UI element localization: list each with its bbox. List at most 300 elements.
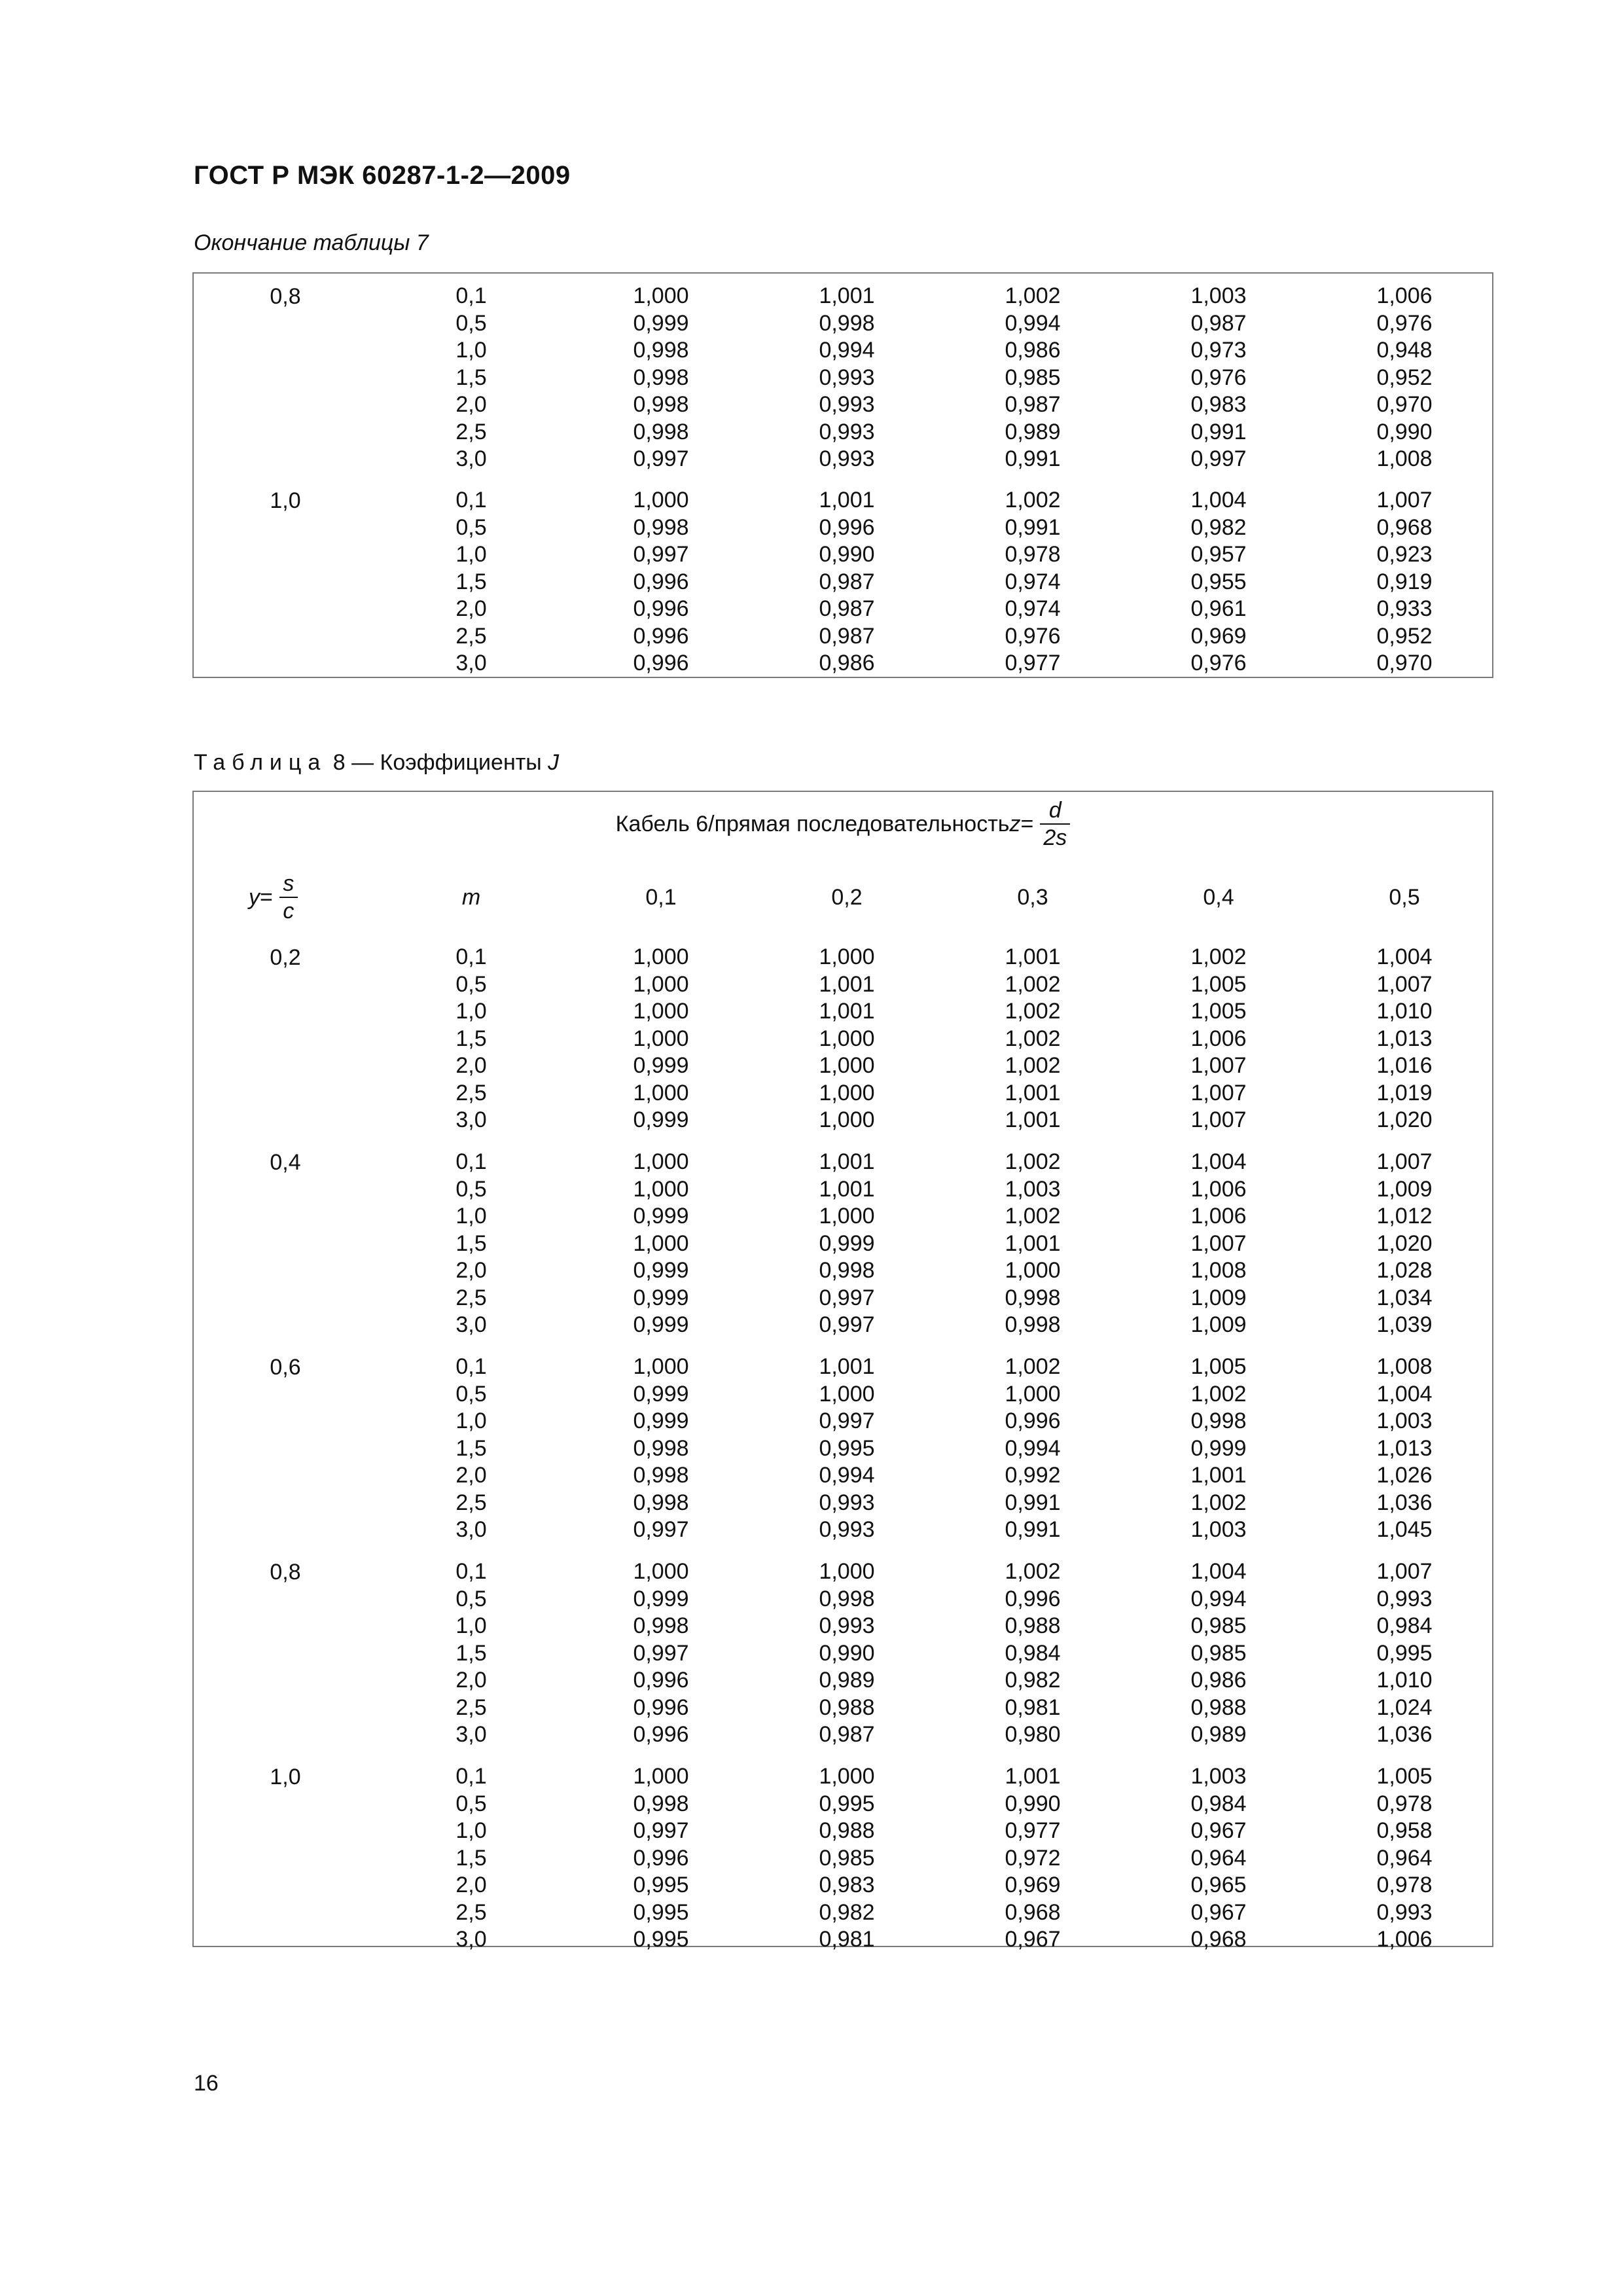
m-value: 0,5 — [455, 1586, 487, 1611]
m-value: 0,1 — [455, 1559, 487, 1584]
coefficient-cell: 0,996 — [633, 623, 689, 649]
coefficient-cell: 0,964 — [1190, 1845, 1247, 1871]
coefficient-cell: 0,933 — [1376, 596, 1433, 621]
coefficient-cell: 1,012 — [1376, 1204, 1433, 1229]
coefficient-cell: 1,005 — [1190, 1354, 1247, 1379]
coefficient-cell: 0,952 — [1376, 365, 1433, 390]
coefficient-cell: 1,001 — [1005, 1080, 1061, 1105]
coefficient-cell: 0,982 — [819, 1899, 875, 1925]
coefficient-cell: 0,981 — [1005, 1695, 1061, 1720]
coefficient-cell: 1,019 — [1376, 1080, 1433, 1105]
table8-caption: Таблица 8 — Коэффициенты J — [194, 750, 560, 775]
coefficient-column — [596, 283, 726, 473]
coefficient-cell: 1,006 — [1190, 1204, 1247, 1229]
z-column-header: 0,1 — [645, 885, 677, 910]
coefficient-cell: 0,998 — [633, 1435, 689, 1461]
coefficient-cell: 0,976 — [1376, 310, 1433, 336]
coefficient-cell: 1,007 — [1190, 1230, 1247, 1256]
coefficient-cell: 0,984 — [1376, 1613, 1433, 1638]
coefficient-column — [781, 487, 912, 677]
coefficient-cell: 1,008 — [1376, 446, 1433, 471]
coefficient-cell: 0,998 — [633, 365, 689, 390]
coefficient-cell: 0,996 — [633, 569, 689, 594]
coefficient-cell: 0,984 — [1005, 1640, 1061, 1666]
coefficient-cell: 1,002 — [1005, 1026, 1061, 1051]
coefficient-cell: 1,036 — [1376, 1722, 1433, 1747]
coefficient-cell: 1,000 — [633, 1230, 689, 1256]
coefficient-cell: 1,000 — [819, 1080, 875, 1105]
coefficient-cell: 1,034 — [1376, 1285, 1433, 1310]
coefficient-cell: 0,981 — [819, 1927, 875, 1952]
coefficient-cell: 1,036 — [1376, 1490, 1433, 1515]
m-value: 0,5 — [455, 1381, 487, 1407]
coefficient-cell: 1,009 — [1190, 1312, 1247, 1337]
m-values — [406, 1558, 537, 1749]
coefficient-cell: 0,998 — [819, 1258, 875, 1283]
coefficient-column — [967, 944, 1098, 1134]
coefficient-cell: 0,993 — [819, 365, 875, 390]
coefficient-column — [967, 283, 1098, 473]
coefficient-cell: 0,994 — [1005, 1435, 1061, 1461]
m-value: 2,0 — [455, 1463, 487, 1488]
coefficient-cell: 0,988 — [819, 1818, 875, 1843]
coefficient-cell: 1,004 — [1190, 1149, 1247, 1174]
coefficient-cell: 0,976 — [1190, 651, 1247, 675]
coefficient-cell: 1,001 — [819, 1176, 875, 1202]
coefficient-cell: 0,978 — [1376, 1791, 1433, 1816]
coefficient-cell: 0,968 — [1005, 1899, 1061, 1925]
coefficient-column — [967, 487, 1098, 677]
y-column-header: y = $\frac{s}{c}$ — [249, 870, 298, 924]
coefficient-cell: 0,957 — [1190, 542, 1247, 567]
coefficient-cell: 1,001 — [1005, 944, 1061, 969]
coefficient-cell: 0,982 — [1190, 514, 1247, 540]
coefficient-cell: 1,001 — [1005, 1107, 1061, 1132]
coefficient-cell: 0,996 — [1005, 1408, 1061, 1433]
coefficient-column — [1339, 1354, 1470, 1544]
page-number: 16 — [194, 2071, 219, 2096]
coefficient-cell: 1,002 — [1005, 488, 1061, 512]
m-value: 2,5 — [455, 1080, 487, 1105]
coefficient-cell: 0,987 — [819, 596, 875, 621]
m-value: 0,1 — [455, 488, 487, 512]
coefficient-cell: 1,000 — [633, 1176, 689, 1202]
coefficient-cell: 0,998 — [633, 1791, 689, 1816]
m-value: 1,5 — [455, 569, 487, 594]
coefficient-cell: 1,016 — [1376, 1053, 1433, 1078]
coefficient-cell: 1,026 — [1376, 1463, 1433, 1488]
coefficient-cell: 0,995 — [633, 1899, 689, 1925]
coefficient-cell: 1,004 — [1190, 1559, 1247, 1584]
coefficient-cell: 0,996 — [633, 596, 689, 621]
coefficient-cell: 0,923 — [1376, 542, 1433, 567]
coefficient-cell: 0,986 — [1005, 338, 1061, 363]
table7-continuation-caption: Окончание таблицы 7 — [194, 230, 429, 255]
coefficient-cell: 0,969 — [1005, 1873, 1061, 1897]
z-column-header: 0,3 — [1017, 885, 1048, 910]
coefficient-cell: 1,000 — [633, 1080, 689, 1105]
coefficient-cell: 0,978 — [1376, 1873, 1433, 1897]
coefficient-cell: 0,985 — [1190, 1613, 1247, 1638]
coefficient-cell: 0,984 — [1190, 1791, 1247, 1816]
m-value: 1,0 — [455, 1818, 487, 1843]
coefficient-cell: 0,996 — [819, 514, 875, 540]
coefficient-cell: 0,999 — [633, 1312, 689, 1337]
m-value: 3,0 — [455, 1722, 487, 1747]
coefficient-column — [1339, 1558, 1470, 1749]
coefficient-cell: 0,999 — [633, 310, 689, 336]
y-fraction: $\frac{s}{c}$ — [279, 870, 298, 924]
coefficient-cell: 0,967 — [1005, 1927, 1061, 1952]
coefficient-column — [1153, 1149, 1284, 1339]
coefficient-cell: 0,987 — [819, 569, 875, 594]
table8-group-header: Кабель 6/прямая последовательность z = $\frac{d}{2s}$ — [192, 797, 1493, 851]
coefficient-cell: 1,001 — [819, 1354, 875, 1379]
m-value: 2,0 — [455, 596, 487, 621]
coefficient-column — [781, 283, 912, 473]
coefficient-cell: 0,993 — [1376, 1586, 1433, 1611]
coefficient-cell: 0,964 — [1376, 1845, 1433, 1871]
coefficient-cell: 1,001 — [1005, 1764, 1061, 1789]
coefficient-cell: 0,970 — [1376, 392, 1433, 417]
coefficient-cell: 0,985 — [1190, 1640, 1247, 1666]
coefficient-cell: 0,955 — [1190, 569, 1247, 594]
m-values — [406, 1149, 537, 1339]
coefficient-cell: 1,006 — [1190, 1176, 1247, 1202]
coefficient-cell: 1,004 — [1376, 944, 1433, 969]
coefficient-cell: 1,000 — [633, 1026, 689, 1051]
m-values — [406, 283, 537, 473]
m-value: 0,5 — [455, 514, 487, 540]
coefficient-cell: 0,993 — [1376, 1899, 1433, 1925]
coefficient-column — [1153, 283, 1284, 473]
coefficient-cell: 0,968 — [1376, 514, 1433, 540]
y-value: 0,2 — [270, 945, 301, 970]
coefficient-cell: 1,003 — [1190, 283, 1247, 308]
m-value: 0,1 — [455, 1764, 487, 1789]
coefficient-cell: 0,974 — [1005, 569, 1061, 594]
coefficient-cell: 0,986 — [1190, 1668, 1247, 1693]
coefficient-cell: 1,020 — [1376, 1230, 1433, 1256]
coefficient-cell: 0,998 — [1005, 1312, 1061, 1337]
coefficient-cell: 1,001 — [819, 283, 875, 308]
coefficient-column — [781, 944, 912, 1134]
coefficient-cell: 0,998 — [633, 419, 689, 444]
coefficient-cell: 1,000 — [633, 1764, 689, 1789]
coefficient-cell: 0,989 — [1005, 419, 1061, 444]
coefficient-cell: 0,997 — [819, 1408, 875, 1433]
coefficient-cell: 0,994 — [819, 338, 875, 363]
coefficient-column — [967, 1149, 1098, 1339]
m-value: 3,0 — [455, 651, 487, 675]
coefficient-cell: 1,003 — [1005, 1176, 1061, 1202]
coefficient-cell: 1,000 — [633, 283, 689, 308]
coefficient-cell: 0,992 — [1005, 1463, 1061, 1488]
m-value: 0,5 — [455, 310, 487, 336]
coefficient-cell: 1,004 — [1190, 488, 1247, 512]
coefficient-cell: 0,998 — [633, 1613, 689, 1638]
m-values — [406, 1354, 537, 1544]
coefficient-cell: 0,998 — [633, 1463, 689, 1488]
coefficient-cell: 1,000 — [633, 971, 689, 997]
coefficient-cell: 1,002 — [1190, 944, 1247, 969]
coefficient-cell: 1,000 — [633, 1149, 689, 1174]
coefficient-cell: 0,996 — [633, 1722, 689, 1747]
coefficient-cell: 0,980 — [1005, 1722, 1061, 1747]
coefficient-column — [596, 944, 726, 1134]
m-value: 1,5 — [455, 1230, 487, 1256]
coefficient-cell: 1,003 — [1190, 1764, 1247, 1789]
coefficient-cell: 0,994 — [819, 1463, 875, 1488]
m-value: 1,0 — [455, 1204, 487, 1229]
coefficient-cell: 0,998 — [633, 1490, 689, 1515]
coefficient-cell: 0,991 — [1005, 446, 1061, 471]
m-value: 2,5 — [455, 419, 487, 444]
coefficient-cell: 1,002 — [1005, 1354, 1061, 1379]
y-value: 1,0 — [270, 488, 301, 513]
y-value: 0,8 — [270, 284, 301, 309]
coefficient-cell: 1,002 — [1005, 999, 1061, 1024]
coefficient-cell: 0,998 — [633, 514, 689, 540]
coefficient-cell: 1,000 — [1005, 1381, 1061, 1407]
coefficient-column — [967, 1558, 1098, 1749]
coefficient-cell: 0,976 — [1190, 365, 1247, 390]
coefficient-cell: 1,002 — [1005, 971, 1061, 997]
coefficient-cell: 0,977 — [1005, 651, 1061, 675]
coefficient-cell: 1,008 — [1376, 1354, 1433, 1379]
coefficient-cell: 0,972 — [1005, 1845, 1061, 1871]
coefficient-cell: 0,993 — [819, 1517, 875, 1542]
coefficient-cell: 0,989 — [1190, 1722, 1247, 1747]
m-value: 2,0 — [455, 1668, 487, 1693]
coefficient-cell: 0,948 — [1376, 338, 1433, 363]
coefficient-cell: 0,995 — [633, 1873, 689, 1897]
coefficient-cell: 0,993 — [819, 446, 875, 471]
coefficient-cell: 1,003 — [1376, 1408, 1433, 1433]
coefficient-cell: 0,990 — [1005, 1791, 1061, 1816]
coefficient-cell: 0,999 — [633, 1285, 689, 1310]
coefficient-cell: 1,000 — [1005, 1258, 1061, 1283]
coefficient-column — [781, 1558, 912, 1749]
coefficient-cell: 0,985 — [1005, 365, 1061, 390]
coefficient-column — [781, 1763, 912, 1954]
coefficient-cell: 1,002 — [1005, 1204, 1061, 1229]
m-value: 1,0 — [455, 1408, 487, 1433]
coefficient-cell: 0,967 — [1190, 1818, 1247, 1843]
z-column-header: 0,4 — [1203, 885, 1234, 910]
m-values — [406, 487, 537, 677]
document-header: ГОСТ Р МЭК 60287-1-2—2009 — [194, 161, 571, 190]
y-value: 0,6 — [270, 1355, 301, 1380]
coefficient-cell: 0,988 — [819, 1695, 875, 1720]
m-value: 2,0 — [455, 1053, 487, 1078]
coefficient-cell: 1,020 — [1376, 1107, 1433, 1132]
coefficient-cell: 0,998 — [633, 338, 689, 363]
coefficient-cell: 0,994 — [1005, 310, 1061, 336]
coefficient-cell: 1,009 — [1190, 1285, 1247, 1310]
coefficient-cell: 1,000 — [819, 944, 875, 969]
coefficient-cell: 0,997 — [819, 1312, 875, 1337]
m-value: 0,1 — [455, 1149, 487, 1174]
coefficient-cell: 0,977 — [1005, 1818, 1061, 1843]
coefficient-cell: 1,001 — [819, 971, 875, 997]
m-value: 2,0 — [455, 392, 487, 417]
z-column-header: 0,5 — [1389, 885, 1420, 910]
coefficient-cell: 0,993 — [819, 392, 875, 417]
coefficient-cell: 0,999 — [819, 1230, 875, 1256]
y-value: 1,0 — [270, 1765, 301, 1789]
coefficient-cell: 1,000 — [819, 1107, 875, 1132]
coefficient-column — [1339, 1149, 1470, 1339]
coefficient-cell: 0,999 — [633, 1204, 689, 1229]
m-value: 0,5 — [455, 1176, 487, 1202]
coefficient-column — [1339, 944, 1470, 1134]
coefficient-cell: 1,000 — [633, 1559, 689, 1584]
coefficient-cell: 1,002 — [1190, 1381, 1247, 1407]
coefficient-cell: 0,958 — [1376, 1818, 1433, 1843]
coefficient-cell: 0,999 — [633, 1586, 689, 1611]
m-value: 3,0 — [455, 1927, 487, 1952]
coefficient-cell: 0,990 — [1376, 419, 1433, 444]
coefficient-cell: 0,999 — [633, 1381, 689, 1407]
coefficient-cell: 0,990 — [819, 1640, 875, 1666]
coefficient-cell: 0,993 — [819, 1490, 875, 1515]
coefficient-cell: 1,000 — [633, 999, 689, 1024]
coefficient-cell: 1,005 — [1376, 1764, 1433, 1789]
coefficient-cell: 1,013 — [1376, 1026, 1433, 1051]
m-value: 0,1 — [455, 283, 487, 308]
m-value: 1,5 — [455, 365, 487, 390]
coefficient-cell: 1,007 — [1190, 1053, 1247, 1078]
coefficient-cell: 0,983 — [819, 1873, 875, 1897]
coefficient-cell: 0,997 — [1190, 446, 1247, 471]
coefficient-cell: 1,000 — [819, 1559, 875, 1584]
coefficient-column — [1153, 944, 1284, 1134]
coefficient-cell: 0,996 — [1005, 1586, 1061, 1611]
coefficient-cell: 1,001 — [819, 1149, 875, 1174]
coefficient-cell: 0,987 — [819, 623, 875, 649]
coefficient-cell: 0,986 — [819, 651, 875, 675]
coefficient-cell: 1,002 — [1005, 1053, 1061, 1078]
coefficient-cell: 1,007 — [1190, 1107, 1247, 1132]
coefficient-cell: 0,978 — [1005, 542, 1061, 567]
coefficient-cell: 1,010 — [1376, 999, 1433, 1024]
coefficient-cell: 1,004 — [1376, 1381, 1433, 1407]
coefficient-column — [596, 1354, 726, 1544]
y-value: 0,8 — [270, 1560, 301, 1585]
m-value: 1,0 — [455, 542, 487, 567]
coefficient-cell: 0,997 — [633, 1640, 689, 1666]
coefficient-cell: 0,991 — [1190, 419, 1247, 444]
coefficient-cell: 0,999 — [633, 1408, 689, 1433]
coefficient-column — [967, 1763, 1098, 1954]
coefficient-cell: 1,039 — [1376, 1312, 1433, 1337]
m-value: 1,5 — [455, 1640, 487, 1666]
coefficient-cell: 0,997 — [633, 446, 689, 471]
coefficient-column — [596, 1763, 726, 1954]
coefficient-column — [781, 1354, 912, 1544]
coefficient-cell: 1,000 — [633, 944, 689, 969]
coefficient-cell: 0,973 — [1190, 338, 1247, 363]
coefficient-column — [1153, 1558, 1284, 1749]
coefficient-cell: 0,998 — [633, 392, 689, 417]
coefficient-cell: 0,919 — [1376, 569, 1433, 594]
coefficient-cell: 0,968 — [1190, 1927, 1247, 1952]
coefficient-cell: 1,000 — [819, 1381, 875, 1407]
coefficient-cell: 1,003 — [1190, 1517, 1247, 1542]
m-value: 2,5 — [455, 1899, 487, 1925]
coefficient-cell: 1,007 — [1376, 1559, 1433, 1584]
coefficient-cell: 0,997 — [819, 1285, 875, 1310]
coefficient-cell: 1,010 — [1376, 1668, 1433, 1693]
coefficient-cell: 0,996 — [633, 651, 689, 675]
m-value: 0,1 — [455, 944, 487, 969]
coefficient-cell: 1,002 — [1190, 1490, 1247, 1515]
coefficient-cell: 0,997 — [633, 1517, 689, 1542]
coefficient-cell: 0,970 — [1376, 651, 1433, 675]
coefficient-cell: 1,007 — [1376, 971, 1433, 997]
coefficient-cell: 0,995 — [1376, 1640, 1433, 1666]
m-value: 2,5 — [455, 1490, 487, 1515]
m-value: 1,5 — [455, 1435, 487, 1461]
coefficient-cell: 0,996 — [633, 1845, 689, 1871]
coefficient-cell: 0,991 — [1005, 1517, 1061, 1542]
coefficient-cell: 0,989 — [819, 1668, 875, 1693]
m-value: 0,5 — [455, 1791, 487, 1816]
coefficient-cell: 0,952 — [1376, 623, 1433, 649]
coefficient-cell: 0,999 — [633, 1053, 689, 1078]
coefficient-cell: 1,002 — [1005, 283, 1061, 308]
coefficient-cell: 0,999 — [633, 1258, 689, 1283]
coefficient-cell: 0,987 — [1005, 392, 1061, 417]
coefficient-column — [596, 1149, 726, 1339]
coefficient-cell: 1,001 — [819, 999, 875, 1024]
coefficient-cell: 1,007 — [1376, 488, 1433, 512]
coefficient-column — [781, 1149, 912, 1339]
coefficient-cell: 1,024 — [1376, 1695, 1433, 1720]
m-value: 2,0 — [455, 1873, 487, 1897]
coefficient-cell: 0,995 — [819, 1791, 875, 1816]
coefficient-cell: 1,006 — [1376, 1927, 1433, 1952]
coefficient-cell: 0,982 — [1005, 1668, 1061, 1693]
coefficient-cell: 1,045 — [1376, 1517, 1433, 1542]
m-value: 2,5 — [455, 623, 487, 649]
m-value: 0,1 — [455, 1354, 487, 1379]
coefficient-cell: 1,005 — [1190, 971, 1247, 997]
coefficient-cell: 0,991 — [1005, 514, 1061, 540]
m-values — [406, 944, 537, 1134]
coefficient-column — [1339, 1763, 1470, 1954]
m-value: 3,0 — [455, 1107, 487, 1132]
coefficient-cell: 1,006 — [1376, 283, 1433, 308]
coefficient-cell: 0,961 — [1190, 596, 1247, 621]
coefficient-column — [1339, 283, 1470, 473]
coefficient-cell: 1,000 — [819, 1204, 875, 1229]
m-value: 3,0 — [455, 1517, 487, 1542]
coefficient-column — [1153, 487, 1284, 677]
coefficient-cell: 0,983 — [1190, 392, 1247, 417]
coefficient-cell: 0,993 — [819, 1613, 875, 1638]
m-value: 3,0 — [455, 1312, 487, 1337]
coefficient-cell: 0,993 — [819, 419, 875, 444]
y-value: 0,4 — [270, 1150, 301, 1175]
coefficient-cell: 1,028 — [1376, 1258, 1433, 1283]
m-value: 0,5 — [455, 971, 487, 997]
coefficient-cell: 0,996 — [633, 1695, 689, 1720]
coefficient-cell: 1,009 — [1376, 1176, 1433, 1202]
m-column-header: m — [461, 885, 481, 910]
coefficient-column — [1153, 1354, 1284, 1544]
